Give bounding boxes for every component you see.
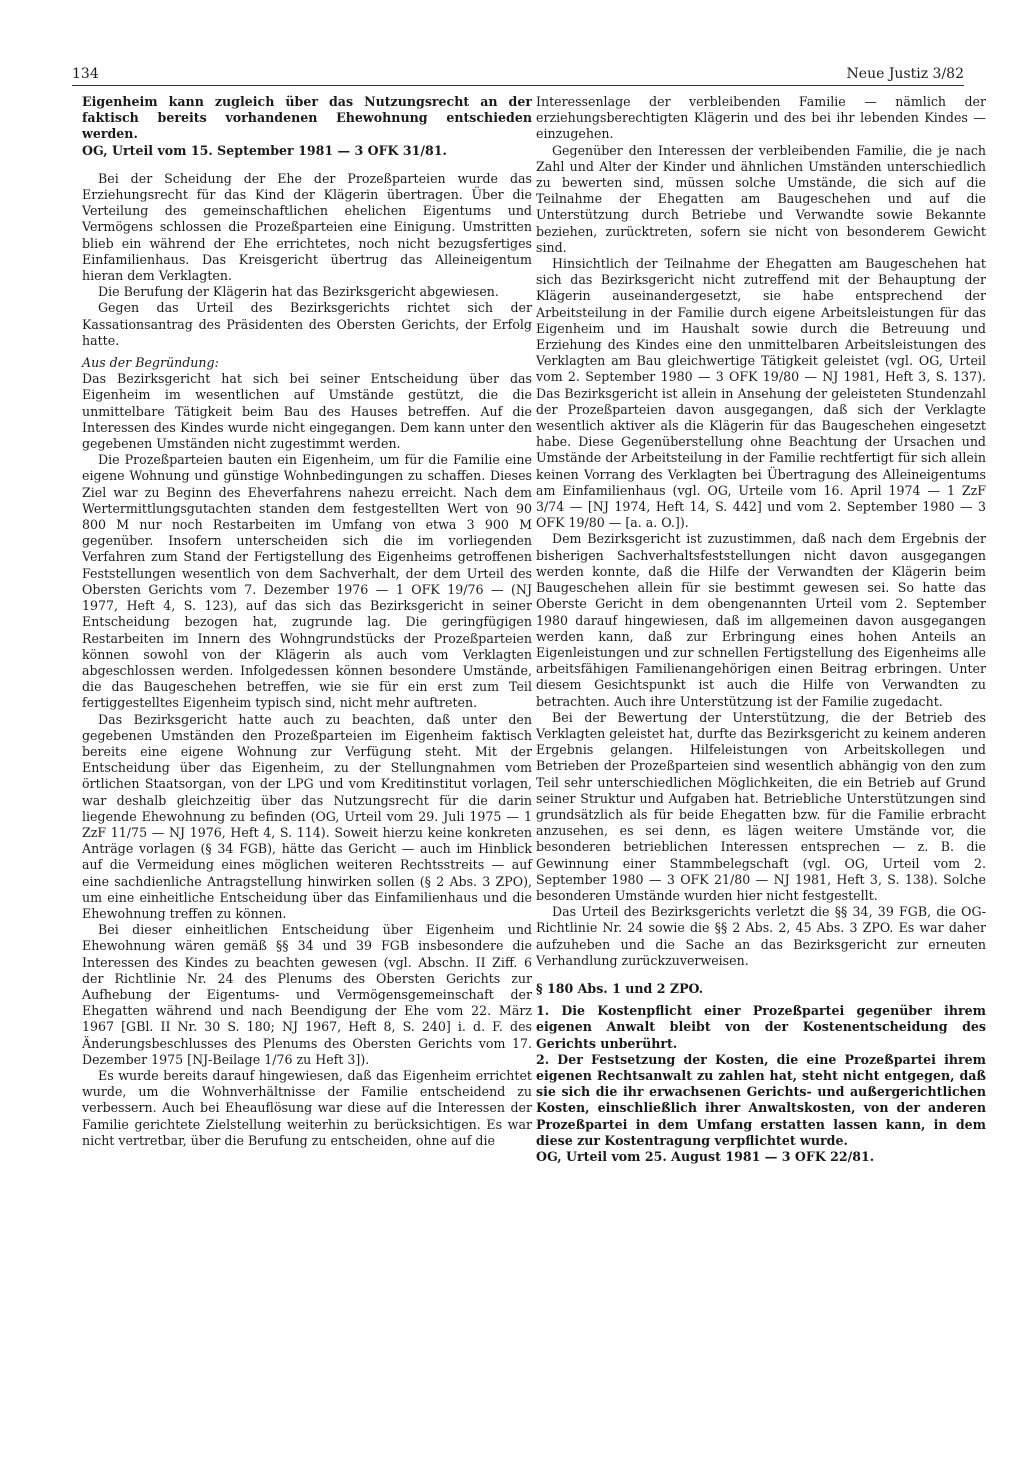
reasons-heading: Aus der Begründung:: [82, 355, 219, 371]
case-reference: OG, Urteil vom 25. August 1981 — 3 OFK 22/81.: [536, 1149, 875, 1164]
page-number: 134: [72, 66, 99, 82]
appeal-paragraph: Die Berufung der Klägerin hat das Bezirksgericht abgewiesen.: [98, 284, 499, 300]
body-paragraph: Gegenüber den Interessen der verbleibenden Familie, die je nach Zahl und Alter der Kinder und ähnlichen Umständen unterschiedlich zu bewerten sind, müssen solche Umstände, die sich auf die Teilnahme der Ehegatten am Baugeschehen und auf die Unterstützung durch Betriebe und Verwandte sowie Bekannte beziehen, zurücktreten, sofern sie nicht von besonderem Gewicht sind.: [536, 142, 986, 255]
body-paragraph: Bei dieser einheitlichen Entscheidung über Eigenheim und Ehewohnung wären gemäß §§ 34 und 39 FGB insbesondere die Interessen des Kindes zu beachten gewesen (vgl. Abschn. II Ziff. 6 der Richtlinie Nr. 24 des Plenums des Obersten Gerichts zur Aufhebung der Eigentums- und Vermögensgemeinschaft der Ehegatten während und nach Beendigung der Ehe vom 22. März 1967 [GBl. II Nr. 30 S. 180; NJ 1967, Heft 8, S. 240] i. d. F. des Änderungsbeschlusses des Plenums des Obersten Gerichts vom 17. Dezember 1975 [NJ-Beilage 1/76 zu Heft 3]).: [82, 922, 532, 1067]
running-header: [72, 63, 964, 86]
cassation-paragraph: Gegen das Urteil des Bezirksgerichts richtet sich der Kassationsantrag des Präsidenten des Obersten Gerichts, der Erfolg hatte.: [82, 300, 532, 348]
case-reference: OG, Urteil vom 15. September 1981 — 3 OFK 31/81.: [82, 142, 447, 158]
reasons-paragraph: Das Bezirksgericht hat sich bei seiner Entscheidung über das Eigenheim im wesentlichen auf Umstände gestützt, die die unmittelbare Tätigkeit beim Bau des Hauses betreffen. Auf die Interessen des Kindes wurde nicht eingegangen. Dem kann unter den gegebenen Umständen nicht zugestimmt werden.: [82, 371, 532, 452]
conclusion-paragraph: Das Urteil des Bezirksgerichts verletzt die §§ 34, 39 FGB, die OG-Richtlinie Nr. 24 sowie die §§ 2 Abs. 2, 45 Abs. 3 ZPO. Es war daher aufzuheben und die Sache an das Bezirksgericht zur erneuten Verhandlung zurückzuverweisen.: [536, 904, 986, 968]
body-paragraph: Interessenlage der verbleibenden Familie — nämlich der erziehungsberechtigten Klägerin und des bei ihr lebenden Kindes — einzugehen.: [536, 94, 986, 142]
section-reference: § 180 Abs. 1 und 2 ZPO.: [536, 980, 704, 996]
headnote-2: 2. Der Festsetzung der Kosten, die eine Prozeßpartei ihrem eigenen Rechtsanwalt zu zahlen hat, steht nicht entgegen, daß sie sich die ihr erwachsenen Gerichts- und außergerichtlichen Kosten, einschließlich ihrer Anwaltskosten, von der anderen Prozeßpartei in dem Umfang erstatten lassen kann, in dem diese zur Kostentragung verpflichtet wurde.: [536, 1051, 986, 1148]
body-paragraph: Es wurde bereits darauf hingewiesen, daß das Eigenheim errichtet wurde, um die Wohnverhältnisse der Familie entscheidend zu verbessern. Auch bei Eheauflösung war diese auf die Interessen der Familie gerichtete Zielstellung weiterhin zu berücksichtigen. Es war nicht vertretbar, über die Berufung zu entscheiden, ohne auf die: [82, 1067, 532, 1148]
body-paragraph: Die Prozeßparteien bauten ein Eigenheim, um für die Familie eine eigene Wohnung und günstige Wohnbedingungen zu schaffen. Dieses Ziel war zu Beginn des Eheverfahrens nahezu erreicht. Nach dem Wertermittlungsgutachten standen dem festgestellten Wert von 90 800 M nur noch Restarbeiten im Umfang von etwa 3 900 M gegenüber. Insofern unterscheiden sich die im vorliegenden Verfahren zum Stand der Fertigstellung des Eigenheims getroffenen Feststellungen wesentlich von dem Sachverhalt, der dem Urteil des Obersten Gerichts vom 7. Dezember 1976 — 1 OFK 19/76 — (NJ 1977, Heft 4, S. 123), auf das sich das Bezirksgericht in seiner Entscheidung bezogen hat, zugrunde lag. Die geringfügigen Restarbeiten im Innern des Wohngrundstücks der Prozeßparteien können sowohl von der Klägerin als auch vom Verklagten abgeschlossen werden. Infolgedessen können besondere Umstände, die das Baugeschehen betreffen, wie sie für ein erst zum Teil fertiggestelltes Eigenheim typisch sind, nicht mehr auftreten.: [82, 452, 532, 711]
left-column: [82, 94, 532, 1149]
body-paragraph: Dem Bezirksgericht ist zuzustimmen, daß nach dem Ergebnis der bisherigen Sachverhaltsfeststellungen nicht davon ausgegangen werden konnte, daß die Hilfe der Verwandten der Klägerin beim Baugeschehen allein für sie bestimmt gewesen sei. So hatte das Oberste Gericht in dem obengenannten Urteil vom 2. September 1980 darauf hingewiesen, daß im allgemeinen davon ausgegangen werden kann, daß zur Erbringung eines hohen Anteils an Eigenleistungen und zur schnellen Fertigstellung des Eigenheims alle arbeitsfähigen Familienangehörigen einen Beitrag erbringen. Unter diesem Gesichtspunkt ist auch die Hilfe von Verwandten zu betrachten. Auch ihre Unterstützung ist der Familie zugedacht.: [536, 531, 986, 709]
body-paragraph: Das Bezirksgericht hatte auch zu beachten, daß unter den gegebenen Umständen den Prozeßparteien im Eigenheim faktisch bereits eine eigene Wohnung zur Verfügung steht. Mit der Entscheidung über das Eigenheim, zu der Stellungnahmen vom örtlichen Staatsorgan, von der LPG und vom Kreditinstitut vorlagen, war deshalb gleichzeitig über das Nutzungsrecht für die darin liegende Ehewohnung zu befinden (OG, Urteil vom 29. Juli 1975 — 1 ZzF 11/75 — NJ 1976, Heft 4, S. 114). Soweit hierzu keine konkreten Anträge vorlagen (§ 34 FGB), hätte das Gericht — auch im Hinblick auf die Vermeidung eines möglichen weiteren Rechtsstreits — auf eine sachdienliche Antragstellung hinwirken sollen (§ 2 Abs. 3 ZPO), um eine einheitliche Entscheidung über das Einfamilienhaus und die Ehewohnung treffen zu können.: [82, 711, 532, 921]
body-paragraph: Bei der Bewertung der Unterstützung, die der Betrieb des Verklagten geleistet hat, durfte das Bezirksgericht zu keinem anderen Ergebnis gelangen. Hilfeleistungen von Arbeitskollegen und Betrieben der Prozeßparteien sind wesentlich abhängig von den zum Teil sehr unterschiedlichen Möglichkeiten, die ein Betrieb auf Grund seiner Struktur und Aufgaben hat. Betriebliche Unterstützungen sind grundsätzlich als für beide Ehegatten bzw. für die Familie erbracht anzusehen, es sei denn, es lägen weitere Umstände vor, die besonderen betrieblichen Interessen entsprechen — z. B. die Gewinnung einer Stammbelegschaft (vgl. OG, Urteil vom 2. September 1980 — 3 OFK 21/80 — NJ 1981, Heft 3, S. 138). Solche besonderen Umstände wurden hier nicht festgestellt.: [536, 709, 986, 903]
facts-paragraph: Bei der Scheidung der Ehe der Prozeßparteien wurde das Erziehungsrecht für das Kind der Klägerin übertragen. Über die Verteilung des gemeinschaftlichen ehelichen Eigentums und Vermögens schlossen die Prozeßparteien eine Einigung. Umstritten blieb ein während der Ehe errichtetes, noch nicht bezugsfertiges Einfamilienhaus. Das Kreisgericht übertrug das Alleineigentum hieran dem Verklagten.: [82, 170, 532, 284]
journal-issue: Neue Justiz 3/82: [846, 66, 964, 82]
headnote: Eigenheim kann zugleich über das Nutzungsrecht an der faktisch bereits vorhandenen Ehewohnung entschieden werden.: [82, 94, 532, 142]
right-column: [536, 94, 986, 1165]
body-paragraph: Hinsichtlich der Teilnahme der Ehegatten am Baugeschehen hat sich das Bezirksgericht nicht zutreffend mit der Behauptung der Klägerin auseinandergesetzt, sie habe entsprechend der Arbeitsteilung in der Familie durch eigene Arbeitsleistungen für das Eigenheim und im Haushalt sowie durch die Betreuung und Erziehung des Kindes eine den unmittelbaren Arbeitsleistungen des Verklagten am Bau gleichwertige Tätigkeit geleistet (vgl. OG, Urteil vom 2. September 1980 — 3 OFK 19/80 — NJ 1981, Heft 3, S. 137). Das Bezirksgericht ist allein in Ansehung der geleisteten Stundenzahl der Prozeßparteien davon ausgegangen, daß sich der Verklagte wesentlich aktiver als die Klägerin für das Baugeschehen eingesetzt habe. Diese Gegenüberstellung ohne Beachtung der Ursachen und Umstände der Arbeitsteilung in der Familie rechtfertigt für sich allein keinen Vorrang des Verklagten bei Übertragung des Alleineigentums am Einfamilienhaus (vgl. OG, Urteile vom 16. April 1974 — 1 ZzF 3/74 — [NJ 1974, Heft 14, S. 442] und vom 2. September 1980 — 3 OFK 19/80 — [a. a. O.]).: [536, 256, 986, 531]
headnote-1: 1. Die Kostenpflicht einer Prozeßpartei gegenüber ihrem eigenen Anwalt bleibt von der Kostenentscheidung des Gerichts unberührt.: [536, 1003, 986, 1051]
